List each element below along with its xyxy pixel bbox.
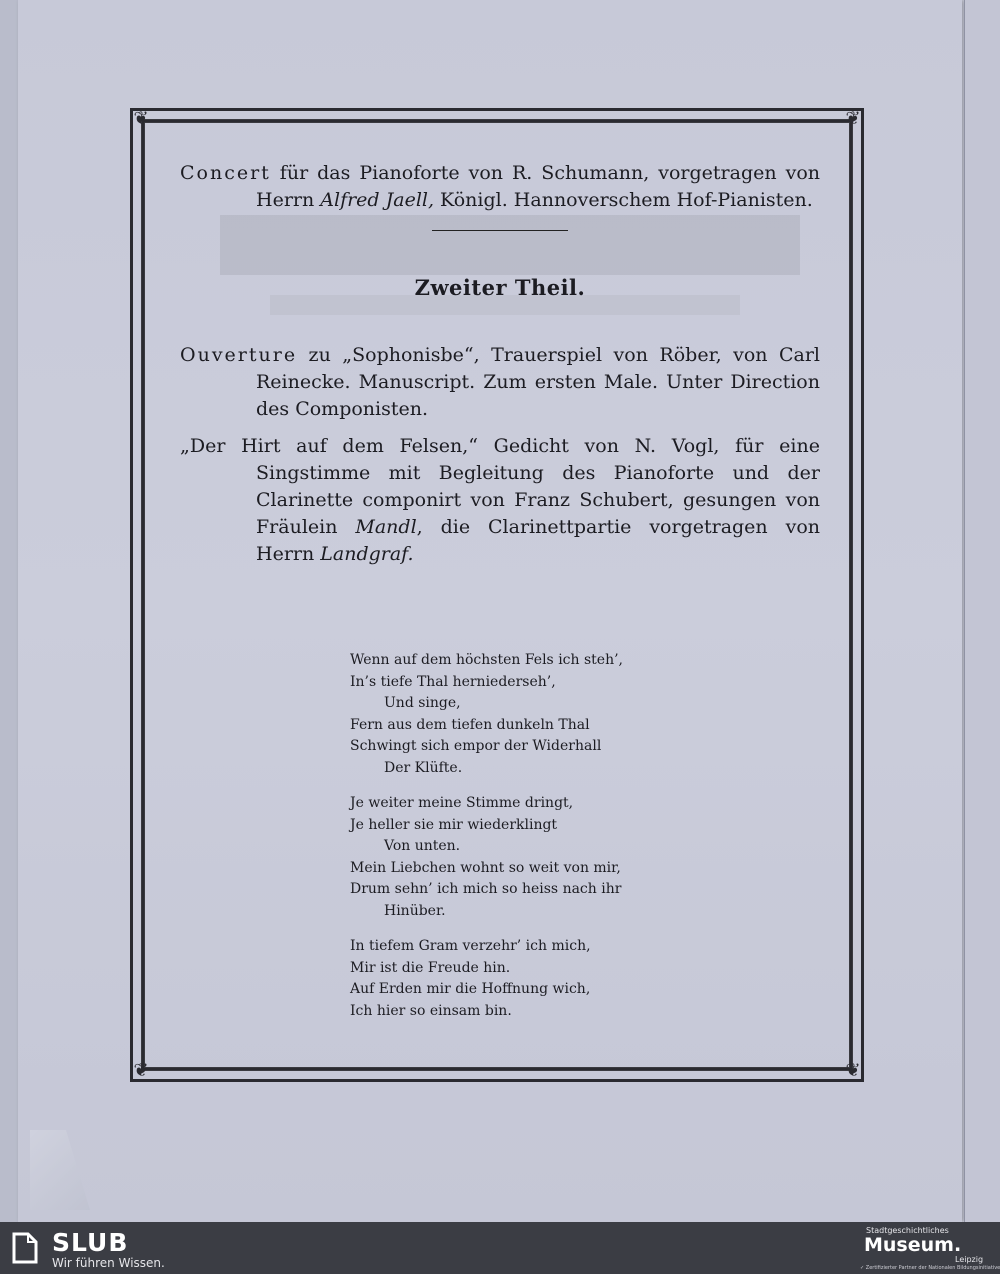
performer-name: Alfred Jaell,	[320, 189, 435, 211]
stanza	[350, 793, 670, 922]
lyric-line: Schwingt sich empor der Widerhall	[350, 738, 602, 754]
lyric-line: Wenn auf dem höchsten Fels ich steh’,	[350, 652, 623, 668]
stanza	[350, 650, 670, 779]
performer-name: Landgraf.	[320, 543, 414, 565]
lyric-line: Fern aus dem tiefen dunkeln Thal	[350, 716, 590, 733]
lyric-line: Je heller sie mir wiederklingt	[350, 816, 558, 833]
ornament-icon: ❦	[845, 1060, 861, 1081]
song-lyrics	[350, 650, 670, 1036]
ornament-icon: ❦	[133, 1060, 149, 1081]
lyric-line: Je weiter meine Stimme dringt,	[350, 795, 574, 811]
part-title: Zweiter Theil.	[414, 275, 586, 300]
lyric-line: Mir ist die Freude hin.	[350, 959, 511, 976]
stanza	[350, 936, 670, 1022]
slub-tagline: Wir führen Wissen.	[52, 1256, 165, 1270]
item-lead: Concert	[180, 162, 271, 184]
item-text: Königl. Hannoverschem Hof-Pianisten.	[434, 189, 813, 211]
lyric-line: In tiefem Gram verzehr’ ich mich,	[350, 938, 591, 954]
lyric-line: Und singe,	[384, 695, 461, 711]
viewer-footer	[0, 1222, 1000, 1274]
museum-partner-note: ✓ Zertifizierter Partner der Nationalen Bildungsinitiative	[860, 1265, 1000, 1271]
divider	[432, 230, 568, 231]
lyric-line: Auf Erden mir die Hoffnung wich,	[350, 981, 591, 997]
lyric-line: Hinüber.	[384, 902, 446, 919]
adjacent-page-edge-left	[0, 0, 19, 1222]
lyric-line: Ich hier so einsam bin.	[350, 1002, 512, 1019]
programme-item-concert	[180, 160, 820, 214]
lyric-line: Mein Liebchen wohnt so weit von mir,	[350, 859, 621, 876]
item-lead: Ouverture	[180, 344, 298, 366]
item-lead: „Der Hirt auf dem Felsen,“	[180, 435, 478, 457]
museum-city: Leipzig	[955, 1255, 984, 1264]
adjacent-page-edge-right	[964, 0, 1000, 1222]
item-text: , die Clarinettpartie vorgetragen von Herrn	[256, 516, 820, 565]
museum-label-top: Stadtgeschichtliches	[866, 1226, 949, 1235]
item-text: zu „Sophonisbe“, Trauerspiel von Röber, von Carl Reinecke. Manuscript. Zum ersten Male. Unter Direction des Componisten.	[256, 344, 820, 420]
lyric-line: Von unten.	[384, 838, 461, 854]
programme-text	[180, 160, 820, 568]
item-text: Gedicht von N. Vogl, für eine Singstimme mit Begleitung des Pianoforte und der Clarinette componirt von Franz Schubert, gesungen von Fräulein	[256, 435, 820, 538]
ornament-icon: ❦	[845, 108, 861, 129]
lyric-line: In’s tiefe Thal herniederseh’,	[350, 673, 556, 690]
slub-logo-icon[interactable]	[12, 1232, 38, 1264]
ornament-icon: ❦	[133, 108, 149, 129]
item-text: für das Pianoforte von R. Schumann, vorgetragen von Herrn	[256, 162, 820, 211]
programme-item-song	[180, 433, 820, 568]
lyric-line: Der Klüfte.	[384, 759, 463, 776]
programme-item-overture	[180, 342, 820, 423]
lyric-line: Drum sehn’ ich mich so heiss nach ihr	[350, 881, 622, 897]
museum-name[interactable]: Museum.	[864, 1234, 962, 1256]
performer-name: Mandl	[355, 516, 417, 538]
slub-name[interactable]: SLUB	[52, 1228, 129, 1257]
